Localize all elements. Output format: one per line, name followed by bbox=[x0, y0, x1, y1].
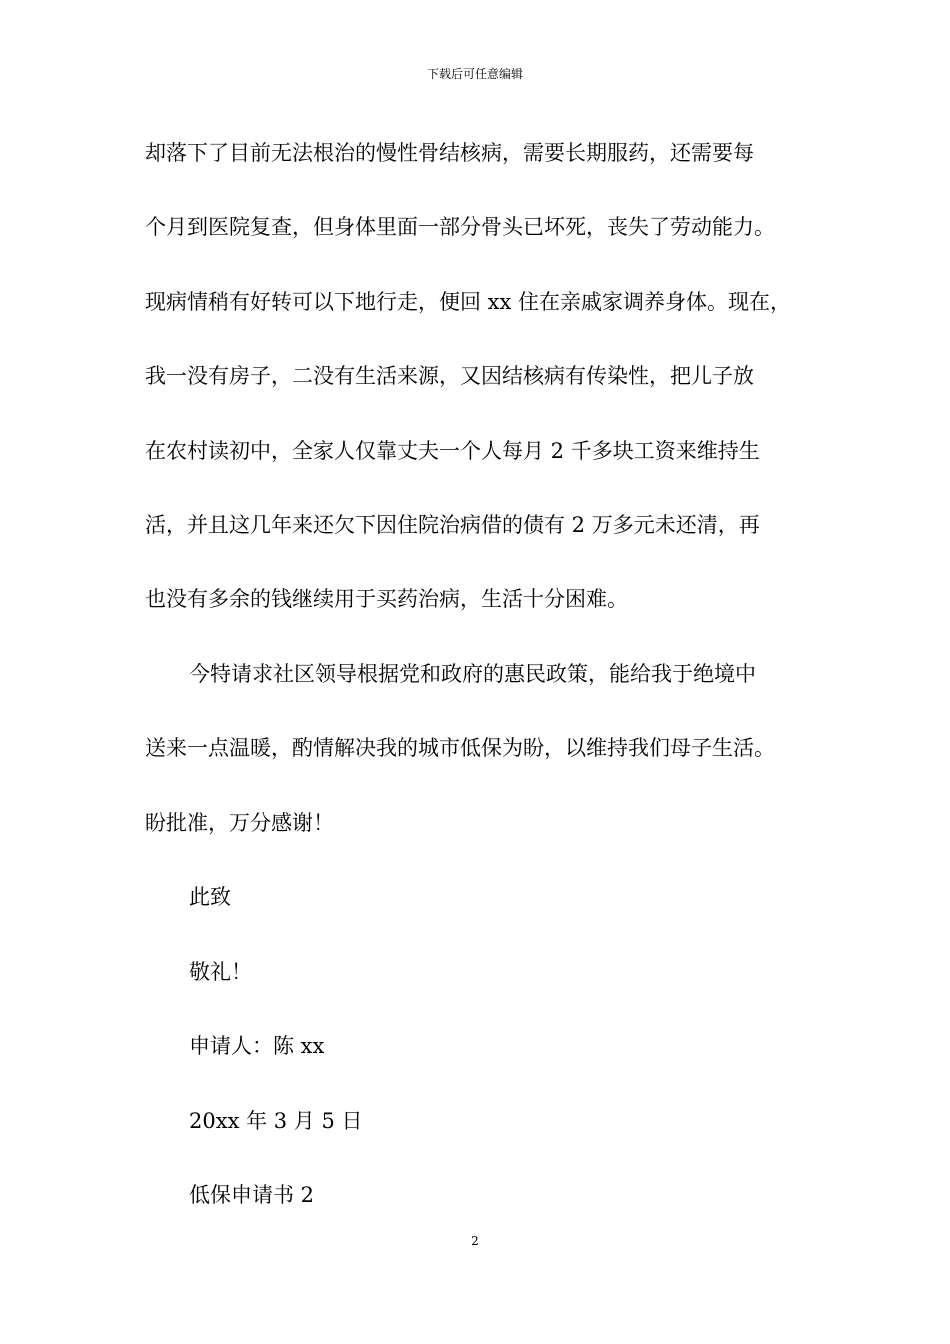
paragraph-1-line-6: 活，并且这几年来还欠下因住院治病借的债有 2 万多元未还清，再 bbox=[145, 513, 760, 537]
salutation-text: 敬礼！ bbox=[189, 960, 252, 984]
paragraph-1-line-2: 个月到医院复查，但身体里面一部分骨头已坏死，丧失了劳动能力。 bbox=[145, 215, 775, 239]
paragraph-1-line-1: 却落下了目前无法根治的慢性骨结核病，需要长期服药，还需要每 bbox=[145, 141, 754, 165]
application-date: 20xx 年 3 月 5 日 bbox=[189, 1109, 363, 1133]
header-note: 下载后可任意编辑 bbox=[426, 67, 523, 81]
paragraph-1-line-4: 我一没有房子，二没有生活来源，又因结核病有传染性，把儿子放 bbox=[145, 364, 754, 388]
paragraph-1-line-5: 在农村读初中，全家人仅靠丈夫一个人每月 2 千多块工资来维持生 bbox=[145, 439, 760, 463]
paragraph-2-line-2: 送来一点温暖，酌情解决我的城市低保为盼，以维持我们母子生活。 bbox=[145, 736, 775, 760]
closing-text: 此致 bbox=[189, 885, 231, 909]
next-document-title: 低保申请书 2 bbox=[189, 1183, 315, 1207]
paragraph-2-line-1: 今特请求社区领导根据党和政府的惠民政策，能给我于绝境中 bbox=[189, 662, 756, 686]
paragraph-1-line-7: 也没有多余的钱继续用于买药治病，生活十分困难。 bbox=[145, 587, 628, 611]
paragraph-2-line-3: 盼批准，万分感谢！ bbox=[145, 811, 334, 835]
paragraph-1-line-3: 现病情稍有好转可以下地行走，便回 xx 住在亲戚家调养身体。现在， bbox=[145, 290, 792, 314]
applicant-signature: 申请人：陈 xx bbox=[189, 1034, 325, 1058]
page-number: 2 bbox=[471, 1234, 479, 1248]
